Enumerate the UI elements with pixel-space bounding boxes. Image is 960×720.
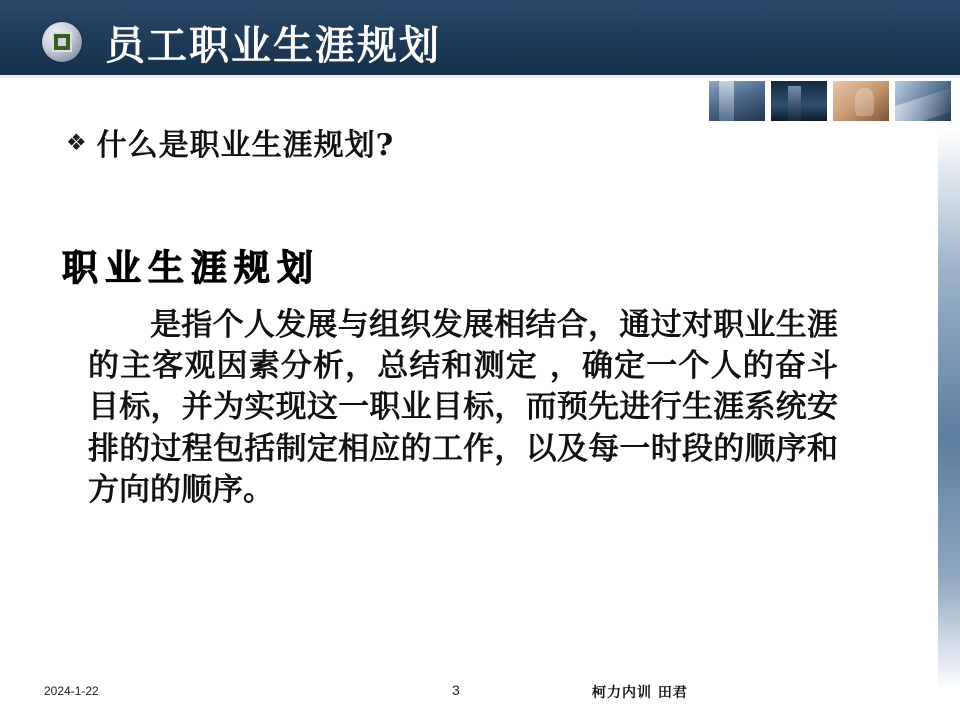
subject-heading: 职业生涯规划: [62, 247, 321, 289]
photo-building-3: [894, 80, 952, 122]
footer-date: 2024-1-22: [44, 684, 99, 698]
definition-paragraph: 是指个人发展与组织发展相结合，通过对职业生涯的主客观因素分析，总结和测定 ，确定一个人的奋斗目标，并为实现这一职业目标，而预先进行生涯系统安排的过程包括制定相应的工作，以及每一时段的顺序和方向的顺序。: [88, 307, 838, 508]
slide-content: [0, 120, 920, 511]
emblem-inner-square: [52, 32, 72, 52]
circular-emblem-icon: [42, 22, 82, 62]
slide-header: [0, 0, 960, 78]
right-accent-band: [938, 130, 960, 690]
photo-strip: [708, 80, 952, 122]
diamond-bullet-icon: ❖: [66, 129, 87, 155]
photo-person-phone: [832, 80, 890, 122]
footer-page-number: 3: [452, 682, 460, 698]
bullet-item: [66, 120, 920, 164]
page-title: 员工职业生涯规划: [105, 22, 441, 69]
footer-note: 柯力内训 田君: [592, 685, 688, 701]
slide-footer: [0, 674, 960, 720]
photo-building-1: [708, 80, 766, 122]
bullet-item-label: 什么是职业生涯规划?: [96, 128, 395, 163]
photo-building-2: [770, 80, 828, 122]
